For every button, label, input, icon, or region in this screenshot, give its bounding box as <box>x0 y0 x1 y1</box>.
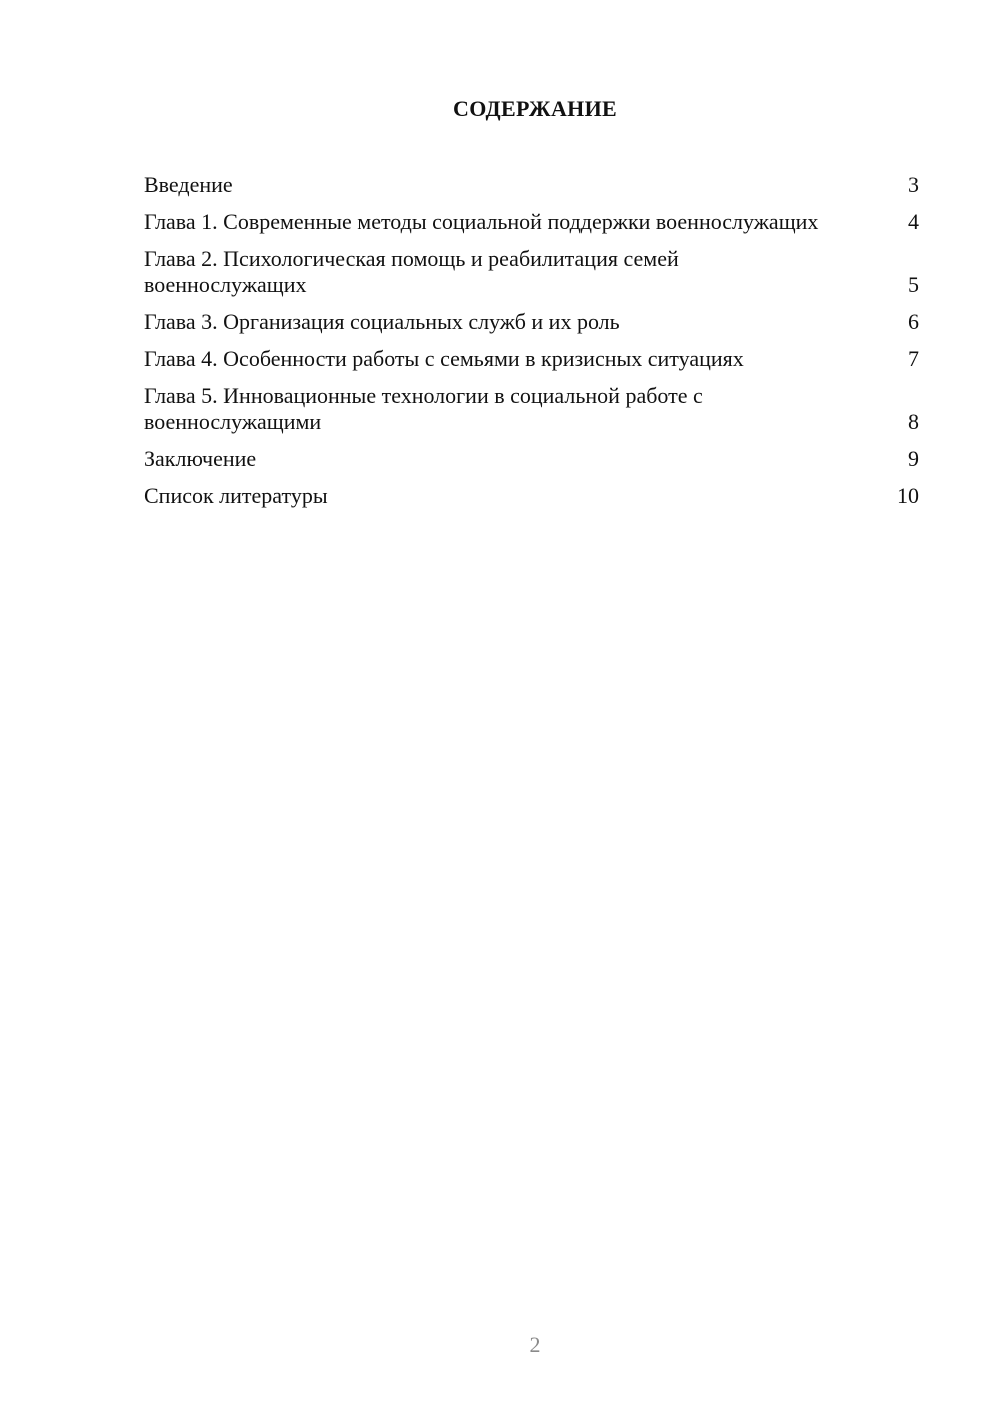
toc-entry-chapter-3 <box>144 309 919 335</box>
toc-entry-chapter-2 <box>144 246 919 298</box>
toc-entry-label: Глава 2. Психологическая помощь и реабилитация семей военнослужащих <box>144 246 679 297</box>
toc-entry-page: 5 <box>908 272 919 297</box>
toc-entry-label: Список литературы <box>144 483 328 508</box>
toc-entry-page: 8 <box>908 409 919 434</box>
toc-entry-page: 6 <box>908 309 919 334</box>
toc-entry-label: Введение <box>144 172 233 197</box>
toc-entry-page: 7 <box>908 346 919 371</box>
toc-entry-label: Глава 3. Организация социальных служб и их роль <box>144 309 620 334</box>
page-number: 2 <box>529 1332 541 1357</box>
toc-entry-page: 4 <box>908 209 919 234</box>
toc-entry-page: 3 <box>908 172 919 197</box>
toc-entry-label: Глава 5. Инновационные технологии в социальной работе с военнослужащими <box>144 383 703 434</box>
toc-entry-references <box>144 483 919 509</box>
toc-entry-chapter-5 <box>144 383 919 435</box>
toc-entry-page: 10 <box>897 483 919 508</box>
toc-entry-page: 9 <box>908 446 919 471</box>
toc-entry-introduction <box>144 172 919 198</box>
toc-entry-label: Глава 1. Современные методы социальной поддержки военнослужащих <box>144 209 819 234</box>
toc-entry-label: Глава 4. Особенности работы с семьями в кризисных ситуациях <box>144 346 744 371</box>
toc-entry-label: Заключение <box>144 446 257 471</box>
page-title: СОДЕРЖАНИЕ <box>453 96 617 121</box>
toc-entry-conclusion <box>144 446 919 472</box>
toc-entry-chapter-4 <box>144 346 919 372</box>
table-of-contents <box>144 172 919 520</box>
toc-entry-chapter-1 <box>144 209 919 235</box>
